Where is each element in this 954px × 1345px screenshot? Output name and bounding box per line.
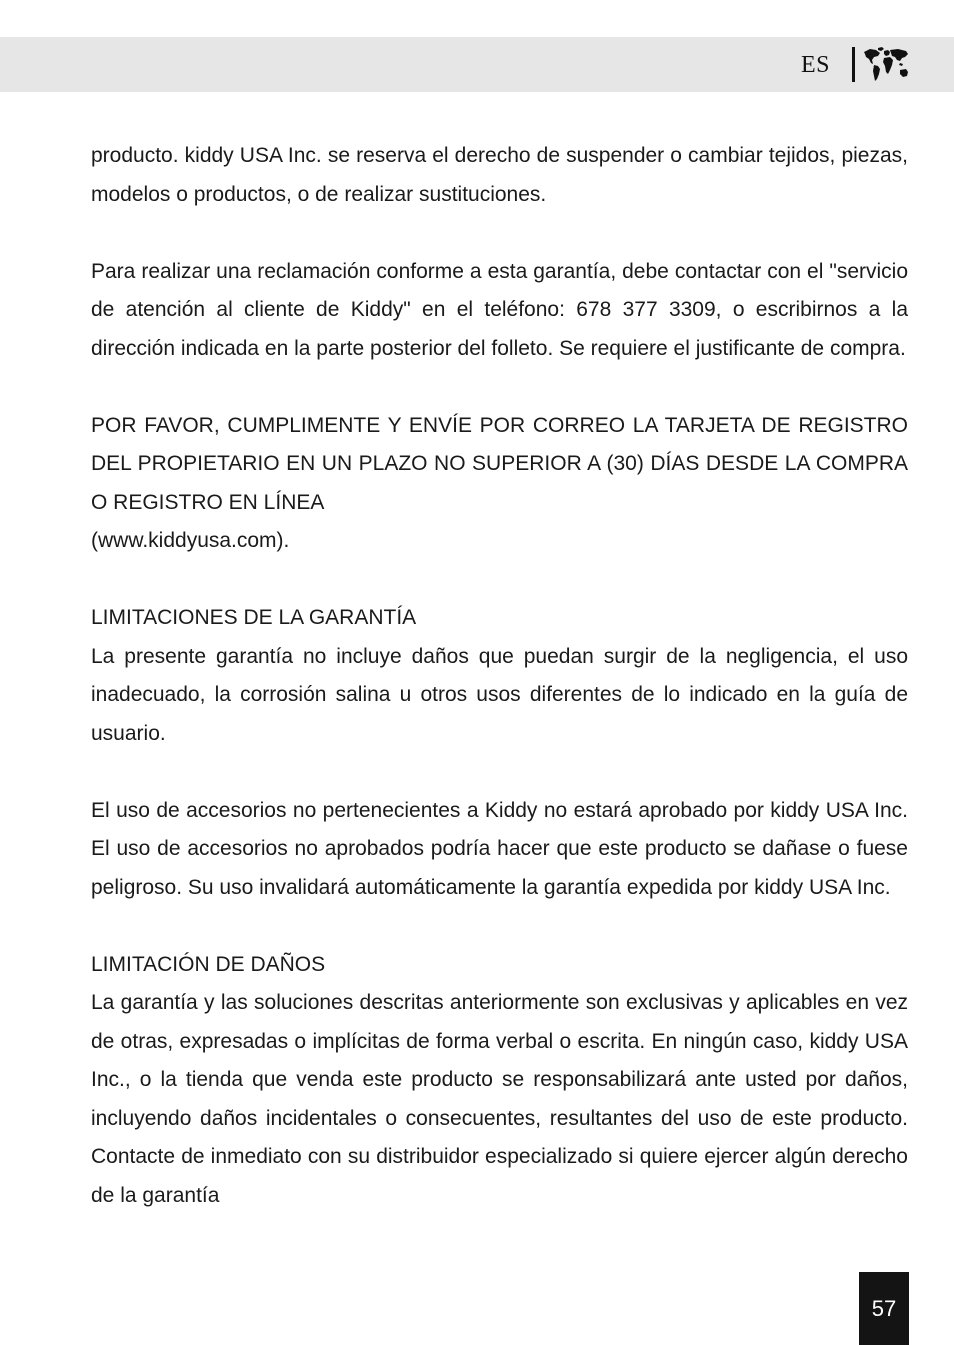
paragraph-claim-instructions: Para realizar una reclamación conforme a esta garantía, debe contactar con el "servicio de atención al cliente de Kiddy" en el teléfono: 678 377 3309, o escribirnos a la dirección indicada en la parte posterior del folleto. Se requiere el justificante de compra. xyxy=(91,259,908,360)
section-damage-limitation xyxy=(91,946,908,1216)
paragraph-accessories: El uso de accesorios no pertenecientes a Kiddy no estará aprobado por kiddy USA Inc. El uso de accesorios no aprobados podría hacer que este producto se dañase o fuese peligroso. Su uso invalidará automáticamente la garantía expedida por kiddy USA Inc. xyxy=(91,798,908,899)
page-number: 57 xyxy=(859,1272,909,1345)
registration-text: POR FAVOR, CUMPLIMENTE Y ENVÍE POR CORREO LA TARJETA DE REGISTRO DEL PROPIETARIO EN UN PLAZO NO SUPERIOR A (30) DÍAS DESDE LA COMPRA O REGISTRO EN LÍNEA xyxy=(91,413,908,514)
header-divider xyxy=(852,47,855,82)
registration-url: (www.kiddyusa.com). xyxy=(91,529,290,552)
section-heading: LIMITACIONES DE LA GARANTÍA xyxy=(91,606,417,629)
section-text: La presente garantía no incluye daños que puedan surgir de la negligencia, el uso inadecuado, la corrosión salina u otros usos diferentes de lo indicado en la guía de usuario. xyxy=(91,644,908,745)
main-content xyxy=(91,137,908,1215)
paragraph-reserve-rights: producto. kiddy USA Inc. se reserva el derecho de suspender o cambiar tejidos, piezas, modelos o productos, o de realizar sustituciones. xyxy=(91,144,908,206)
section-warranty-limitations xyxy=(91,599,908,753)
paragraph-registration-notice xyxy=(91,407,908,561)
world-map-icon xyxy=(862,46,910,84)
language-code: ES xyxy=(801,52,831,78)
section-heading: LIMITACIÓN DE DAÑOS xyxy=(91,952,326,976)
section-text: La garantía y las soluciones descritas anteriormente son exclusivas y aplicables en vez de otras, expresadas o implícitas de forma verbal o escrita. En ningún caso, kiddy USA Inc., o la tienda que venda este producto se responsabilizará ante usted por daños, incluyendo daños incidentales o consecuentes, resultantes del uso de este producto. Contacte de inmediato con su distribuidor especializado si quiere ejercer algún derecho de la garantía xyxy=(91,991,908,1207)
